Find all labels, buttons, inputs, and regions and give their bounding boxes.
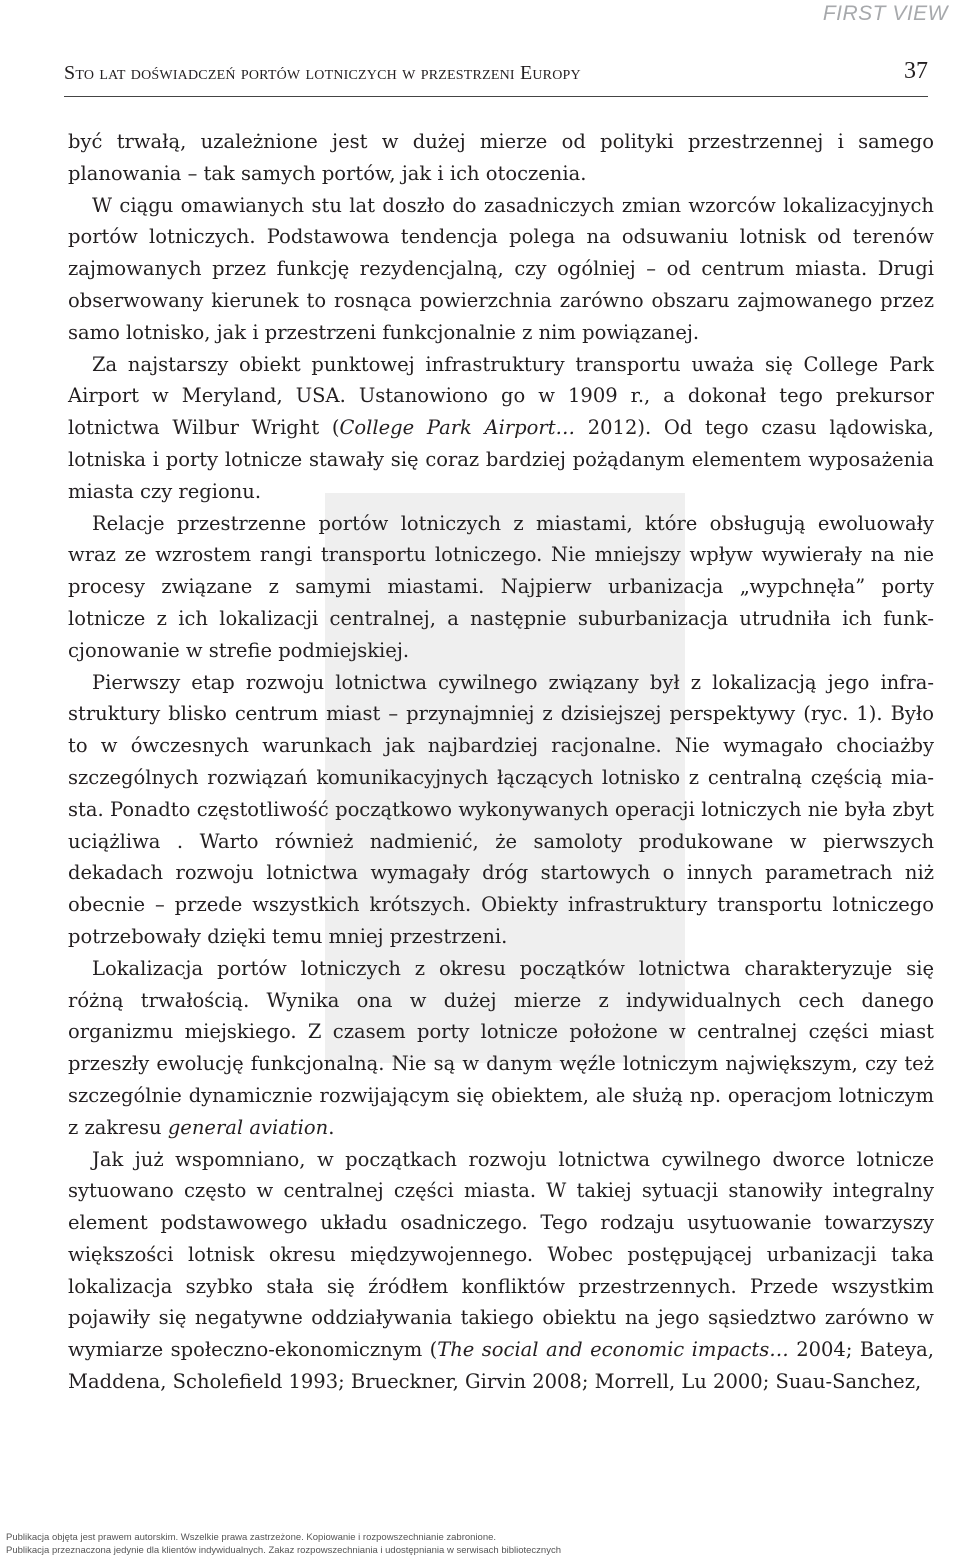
- paragraph-2: W ciągu omawianych stu lat doszło do zasadniczych zmian wzorców lokalizacyjnych portów lotniczych. Podstawowa tendencja polega na odsuwaniu lotnisk od terenów zajmowanych przez funkcję rezydencjalną, czy ogólniej – od centrum miasta. Drugi obserwowany kierunek to rosnąca powierzchnia zarówno obszaru zajmowanego przez samo lotnisko, jak i przestrzeni funkcjonalnie z nim powiązanej.: [68, 193, 934, 344]
- paragraph-6: Lokalizacja portów lotniczych z okresu początków lotnictwa charakteryzuje się różną trwałością. Wynika ona w dużej mierze z indywidualnych cech danego organizmu miejskiego. Z czasem porty lotnicze położone w centralnej części miast przeszły ewolucję funkcjonalną. Nie są w danym węźle lotniczym największym, czy też szczególnie dynamicznie rozwijającym się obiektem, ale służą np. operacjom lotniczym z zakresu general aviation.: [68, 956, 934, 1139]
- page-number: 37: [904, 58, 928, 84]
- copyright-footer: [6, 1531, 561, 1557]
- running-title: Sto lat doświadczeń portów lotniczych w przestrzeni Europy: [64, 62, 581, 84]
- first-view-label: FIRST VIEW: [822, 2, 948, 25]
- paragraph-4: Relacje przestrzenne portów lotniczych z miastami, które obsługują ewoluowały wraz ze wzrostem rangi transportu lotniczego. Nie mniejszy wpływ wywierały na nie procesy związane z samymi miastami. Najpierw urbanizacja „wypchnęła” porty lotnicze z ich lokalizacji centralnej, a następnie suburbanizacja utrudniła ich funkcjonowanie w strefie podmiejskiej.: [68, 511, 934, 662]
- term-general-aviation: general aviation: [167, 1115, 329, 1139]
- citation-social-impacts: The social and economic impacts…: [437, 1338, 789, 1362]
- footer-line-2: Publikacja przeznaczona jedynie dla klientów indywidualnych. Zakaz rozpowszechniania i udostępniania w serwisach bibliotecznych: [6, 1545, 561, 1556]
- running-head: [64, 58, 928, 97]
- main-text: [68, 126, 934, 1398]
- footer-line-1: Publikacja objęta jest prawem autorskim. Wszelkie prawa zastrzeżone. Kopiowanie i rozpowszechnianie zabronione.: [6, 1532, 497, 1543]
- paragraph-1: być trwałą, uzależnione jest w dużej mierze od polityki przestrzennej i samego planowania – tak samych portów, jak i ich otoczenia.: [68, 130, 934, 185]
- paragraph-5: Pierwszy etap rozwoju lotnictwa cywilnego związany był z lokalizacją jego infrastruktury blisko centrum miast – przynajmniej z dzisiejszej perspektywy (ryc. 1). Było to w ówczesnych warunkach jak najbardziej racjonalne. Nie wymagało chociażby szczególnych rozwiązań komunikacyjnych łączących lotnisko z centralną częścią miasta. Ponadto częstotliwość początkowo wykonywanych operacji lotniczych nie była zbyt uciążliwa . Warto również nadmienić, że samoloty produkowane w pierwszych dekadach rozwoju lotnictwa wymagały dróg startowych o innych parametrach niż obecnie – przede wszystkich krótszych. Obiekty infrastruktury transportu lotniczego potrzebowały dzięki temu mniej przestrzeni.: [68, 670, 934, 948]
- citation-college-park: College Park Airport…: [339, 416, 576, 440]
- paragraph-3: Za najstarszy obiekt punktowej infrastruktury transportu uważa się College Park Airport w Meryland, USA. Ustanowiono go w 1909 r., a dokonał tego prekursor lotnictwa Wilbur Wright (College Park Airport… 2012). Od tego czasu lądowiska, lotniska i porty lotnicze stawały się coraz bardziej pożądanym elementem wyposażenia miasta czy regionu.: [68, 352, 935, 503]
- paragraph-7: Jak już wspomniano, w początkach rozwoju lotnictwa cywilnego dworce lotnicze sytuowano często w centralnej części miasta. W takiej sytuacji stanowiły integralny element podstawowego układu osadniczego. Tego rodzaju usytuowanie towarzyszy większości lotnisk okresu międzywojennego. Wobec postępującej urbanizacji taka lokalizacja szybko stała się źródłem konfliktów przestrzennych. Przede wszystkim pojawiły się negatywne oddziaływania takiego obiektu na jego sąsiedztwo zarówno w wymiarze społeczno-ekonomicznym (The social and economic impacts… 2004; Bateya, Maddena, Scholefield 1993; Brueckner, Girvin 2008; Morrell, Lu 2000; Suau-Sanchez,: [68, 1147, 934, 1394]
